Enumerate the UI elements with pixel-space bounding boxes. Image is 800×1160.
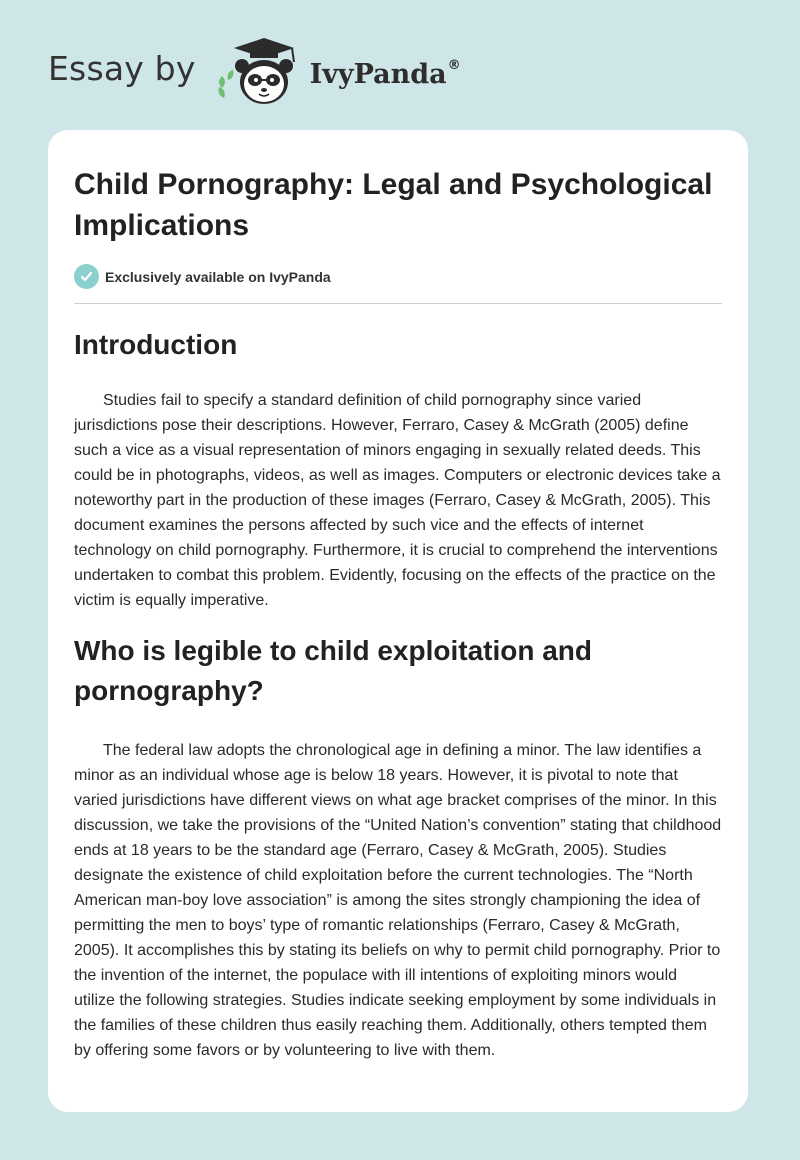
exclusive-badge [74,264,722,289]
section-paragraph: The federal law adopts the chronological age in defining a minor. The law identifies a minor as an individual whose age is below 18 years. However, it is pivotal to note that varied jurisdictions have different views on what age bracket comprises of the minor. In this discussion, we take the provisions of the “United Nation’s convention” stating that childhood ends at 18 years to be the standard age (Ferraro, Casey & McGrath, 2005). Studies designate the existence of child exploitation before the current technologies. The “North American man-boy love association” is among the sites strongly championing the idea of permitting the men to boys’ type of romantic relationships (Ferraro, Casey & McGrath, 2005). It accomplishes this by stating its beliefs on why to permit child pornography. Prior to the invention of the internet, the populace with ill intentions of exploiting minors would utilize the following strategies. Studies indicate seeking employment by some individuals in the families of these children thus easily reaching them. Additionally, others tempted them by offering some favors or by volunteering to live with them. [74,742,722,1059]
section-heading: Who is legible to child exploitation and pornography? [74,635,593,706]
check-icon [74,264,99,289]
section-paragraph: Studies fail to specify a standard definition of child pornography since varied jurisdictions pose their descriptions. However, Ferraro, Casey & McGrath (2005) define such a vice as a visual representation of minors engaging in sexually related deeds. This could be in photographs, videos, as well as images. Computers or electronic devices take a noteworthy part in the production of these images (Ferraro, Casey & McGrath, 2005). This document examines the persons affected by such vice and the effects of internet technology on child pornography. Furthermore, it is crucial to comprehend the interventions undertaken to combat this problem. Evidently, focusing on the effects of the practice on the victim is equally imperative. [74,392,721,609]
essay-by-label: Essay by [48,48,196,88]
essay-card [48,130,748,1112]
exclusive-badge-label: Exclusively available on IvyPanda [105,268,331,285]
brand-name[interactable]: IvyPanda® [309,57,461,90]
divider [74,303,722,304]
ivypanda-logo-icon[interactable] [214,36,304,108]
brand-header [48,36,461,108]
registered-mark: ® [447,57,461,73]
page-title: Child Pornography: Legal and Psychological Implications [74,168,713,242]
section-heading: Introduction [74,329,238,360]
